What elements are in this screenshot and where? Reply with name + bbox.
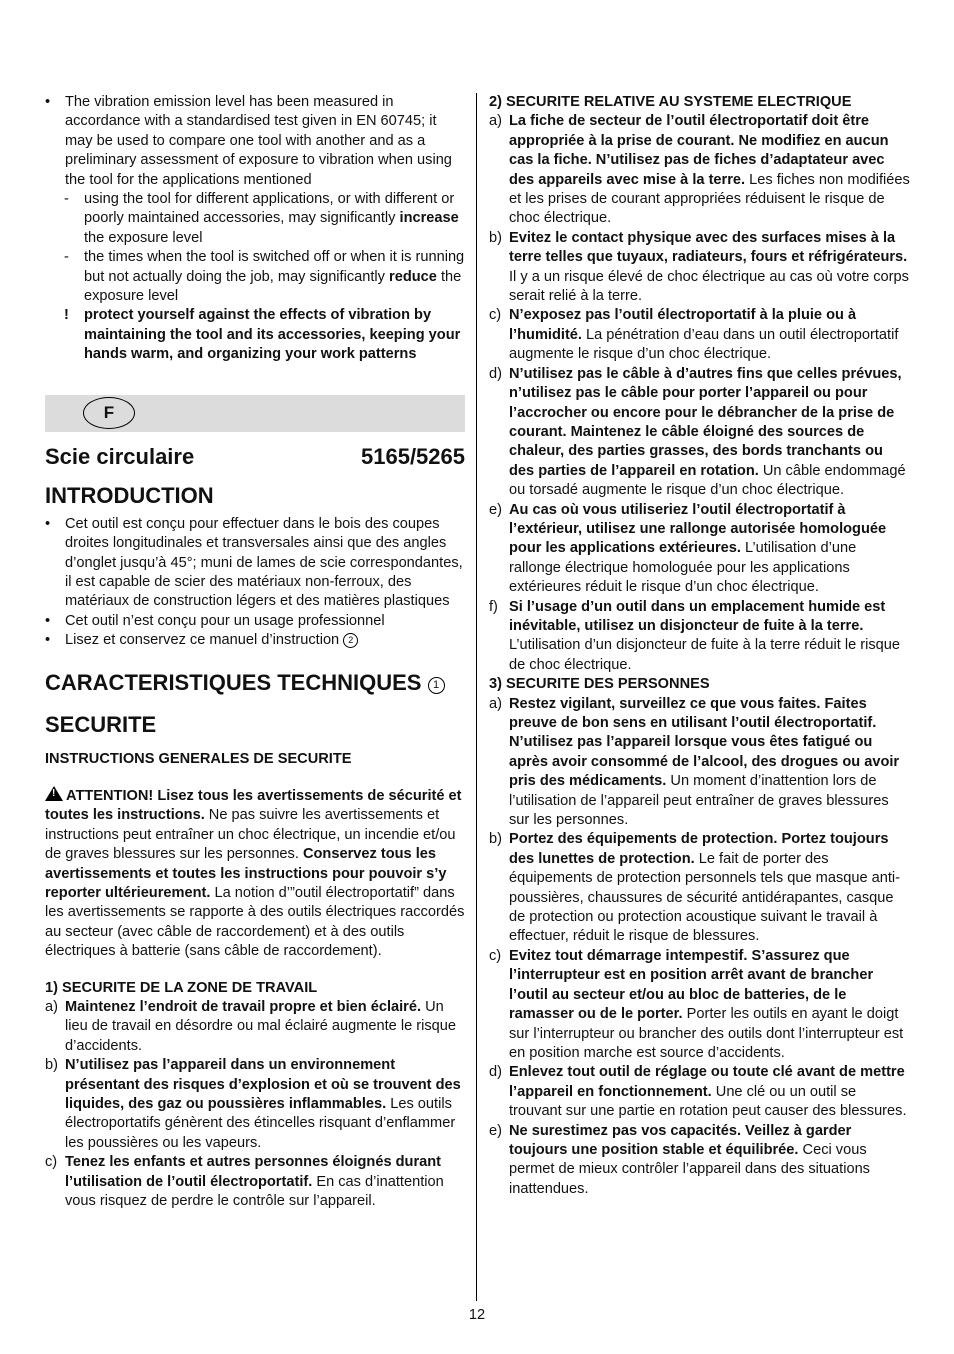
vibration-exclaim: ! protect yourself against the effects of vibration by maintaining the tool and its accessories, keeping your hands warm, and organizing your work patterns [64,307,461,363]
personnes-item: d) Enlevez tout outil de réglage ou toute clé avant de mettre l’appareil en fonctionnement. Une clé ou un outil se trouvant sur une partie en rotation peut causer des blessures. [489,1064,907,1120]
zone-item: c) Tenez les enfants et autres personnes éloignés durant l’utilisation de l’outil électroportatif. En cas d’inattention vous risquez de perdre le contrôle sur l’appareil. [45,1154,444,1210]
product-name: Scie circulaire [45,443,195,469]
language-bar [45,395,465,432]
electrique-item: e) Au cas où vous utiliseriez l’outil électroportatif à l’extérieur, utilisez une rallonge autorisée homologuée pour les applications extérieures. L’utilisation d’une rallonge électrique homologuée pour les applications extérieures réduit le risque d’un choc électrique. [489,501,887,596]
zone-heading: 1) SECURITE DE LA ZONE DE TRAVAIL [45,979,318,996]
warning-icon [45,786,63,801]
electrique-heading: 2) SECURITE RELATIVE AU SYSTEME ELECTRIQUE [489,94,852,110]
language-badge: F [83,397,135,429]
figure-ref-2: 2 [343,633,358,648]
electrique-item: d) N’utilisez pas le câble à d’autres fins que celles prévues, n’utilisez pas le câble pour porter l’appareil ou pour l’accrocher ou encore pour le débrancher de la prise de courant. Maintenez le câble éloigné des sources de chaleur, des parties grasses, des bords tranchants ou des parties de l’appareil en rotation. Un câble endommagé ou torsadé augmente le risque d’un choc électrique. [489,365,906,499]
intro-heading: INTRODUCTION [45,482,214,508]
intro-bullet-2: • Cet outil n’est conçu pour un usage professionnel [45,612,385,629]
bullet-marker: • [45,94,51,110]
electrique-item: b) Evitez le contact physique avec des surfaces mises à la terre telles que tuyaux, radiateurs, fours et réfrigérateurs. Il y a un risque élevé de choc électrique au cas où votre corps serait relié à la terre. [489,229,909,305]
vibration-bullet [45,93,465,190]
page-number: 12 [468,1307,486,1323]
zone-item: b) N’utilisez pas l’appareil dans un environnement présentant des risques d’explosion et où se trouvent des liquides, des gaz ou poussières inflammables. Les outils électroportatifs génèrent des étincelles risquant d’enflammer les poussières ou les vapeurs. [45,1057,461,1151]
intro-bullet-3: • Lisez et conservez ce manuel d’instruction 2 [45,631,465,650]
personnes-item: b) Portez des équipements de protection. Portez toujours des lunettes de protection. Le fait de porter des équipements de protection personnels tels que masque anti-poussières, chaussures de sécurité antidérapantes, casque de protection ou protection acoustique suivant le travail à effectuer, réduit le risque de blessures. [489,831,901,945]
securite-heading: SECURITE [45,711,157,737]
personnes-item: e) Ne surestimez pas vos capacités. Veillez à garder toujours une position stable et équilibrée. Ceci vous permet de mieux contrôler l’appareil dans des situations inattendues. [489,1122,870,1197]
electrique-item: f) Si l’usage d’un outil dans un emplacement humide est inévitable, utilisez un disjoncteur de fuite à la terre. L’utilisation d’un disjoncteur de fuite à la terre réduit le risque de choc électrique. [489,598,901,673]
personnes-item: c) Evitez tout démarrage intempestif. S’assurez que l’interrupteur est en position arrêt avant de brancher l’outil au secteur et/ou au bloc de batteries, de le ramasser ou de le porter. Porter les outils en ayant le doigt sur l’interrupteur ou brancher des outils dont l’interrupteur est en position marche est source d’accidents. [489,947,904,1061]
attention-paragraph: !ATTENTION! Lisez tous les avertissements de sécurité et toutes les instructions. Ne pas suivre les avertissements et instructions peut entraîner un choc électrique, un incendie et/ou de graves blessures sur les personnes. Conservez tous les avertissements et toutes les instructions pour pouvoir s’y reporter ultérieurement. La notion d’”outil électroportatif” dans les avertissements se rapporte à des outils électriques raccordés au secteur (avec câble de raccordement) et à des outils électriques à batterie (sans câble de raccordement). [45,786,465,962]
electrique-item: a) La fiche de secteur de l’outil électroportatif doit être appropriée à la prise de courant. Ne modifiez en aucun cas la fiche. N’utilisez pas de fiches d’adaptateur avec des appareils avec mise à la terre. Les fiches non modifiées et les prises de courant appropriées réduisent le risque de choc électrique. [489,113,910,227]
column-divider [476,93,477,1301]
intro-bullet-1: • Cet outil est conçu pour effectuer dans le bois des coupes droites longitudinales et transversales ainsi que des angles d’onglet jusqu’à 45°; muni de lames de scie correspondantes, il est capable de scier des matériaux non-ferroux, des matériaux de construction légers et des matières plastiques [45,515,463,610]
vibration-sub-1: - using the tool for different applications, or with different or poorly maintained accessories, may significantly increase the exposure level [64,191,459,246]
vibration-sub-2: - the times when the tool is switched off or when it is running but not actually doing the job, may significantly reduce the exposure level [64,249,465,305]
left-column [45,93,465,1211]
general-instructions-heading: INSTRUCTIONS GENERALES DE SECURITE [45,750,352,767]
right-column [489,93,910,1199]
personnes-item: a) Restez vigilant, surveillez ce que vous faites. Faites preuve de bon sens en utilisant l’outil électroportatif. N’utilisez pas l’appareil lorsque vous êtes fatigué ou après avoir consommé de l’alcool, des drogues ou avoir pris des médicaments. Un moment d’inattention lors de l’utilisation de l’appareil peut entraîner de graves blessures sur les personnes. [489,695,900,829]
product-model: 5165/5265 [361,443,465,469]
zone-item: a) Maintenez l’endroit de travail propre et bien éclairé. Un lieu de travail en désordre ou mal éclairé augmente le risque d’accidents. [45,999,457,1054]
vibration-text: The vibration emission level has been measured in accordance with a standardised test given in EN 60745; it may be used to compare one tool with another and as a preliminary assessment of exposure to vibration when using the tool for the applications mentioned [65,94,452,188]
figure-ref-1: 1 [428,677,445,694]
electrique-item: c) N’exposez pas l’outil électroportatif à la pluie ou à l’humidité. La pénétration d’eau dans un outil électroportatif augmente le risque d’un choc électrique. [489,307,899,363]
specs-heading: CARACTERISTIQUES TECHNIQUES 1 [45,670,465,696]
personnes-heading: 3) SECURITE DES PERSONNES [489,676,710,693]
product-title [45,444,465,470]
